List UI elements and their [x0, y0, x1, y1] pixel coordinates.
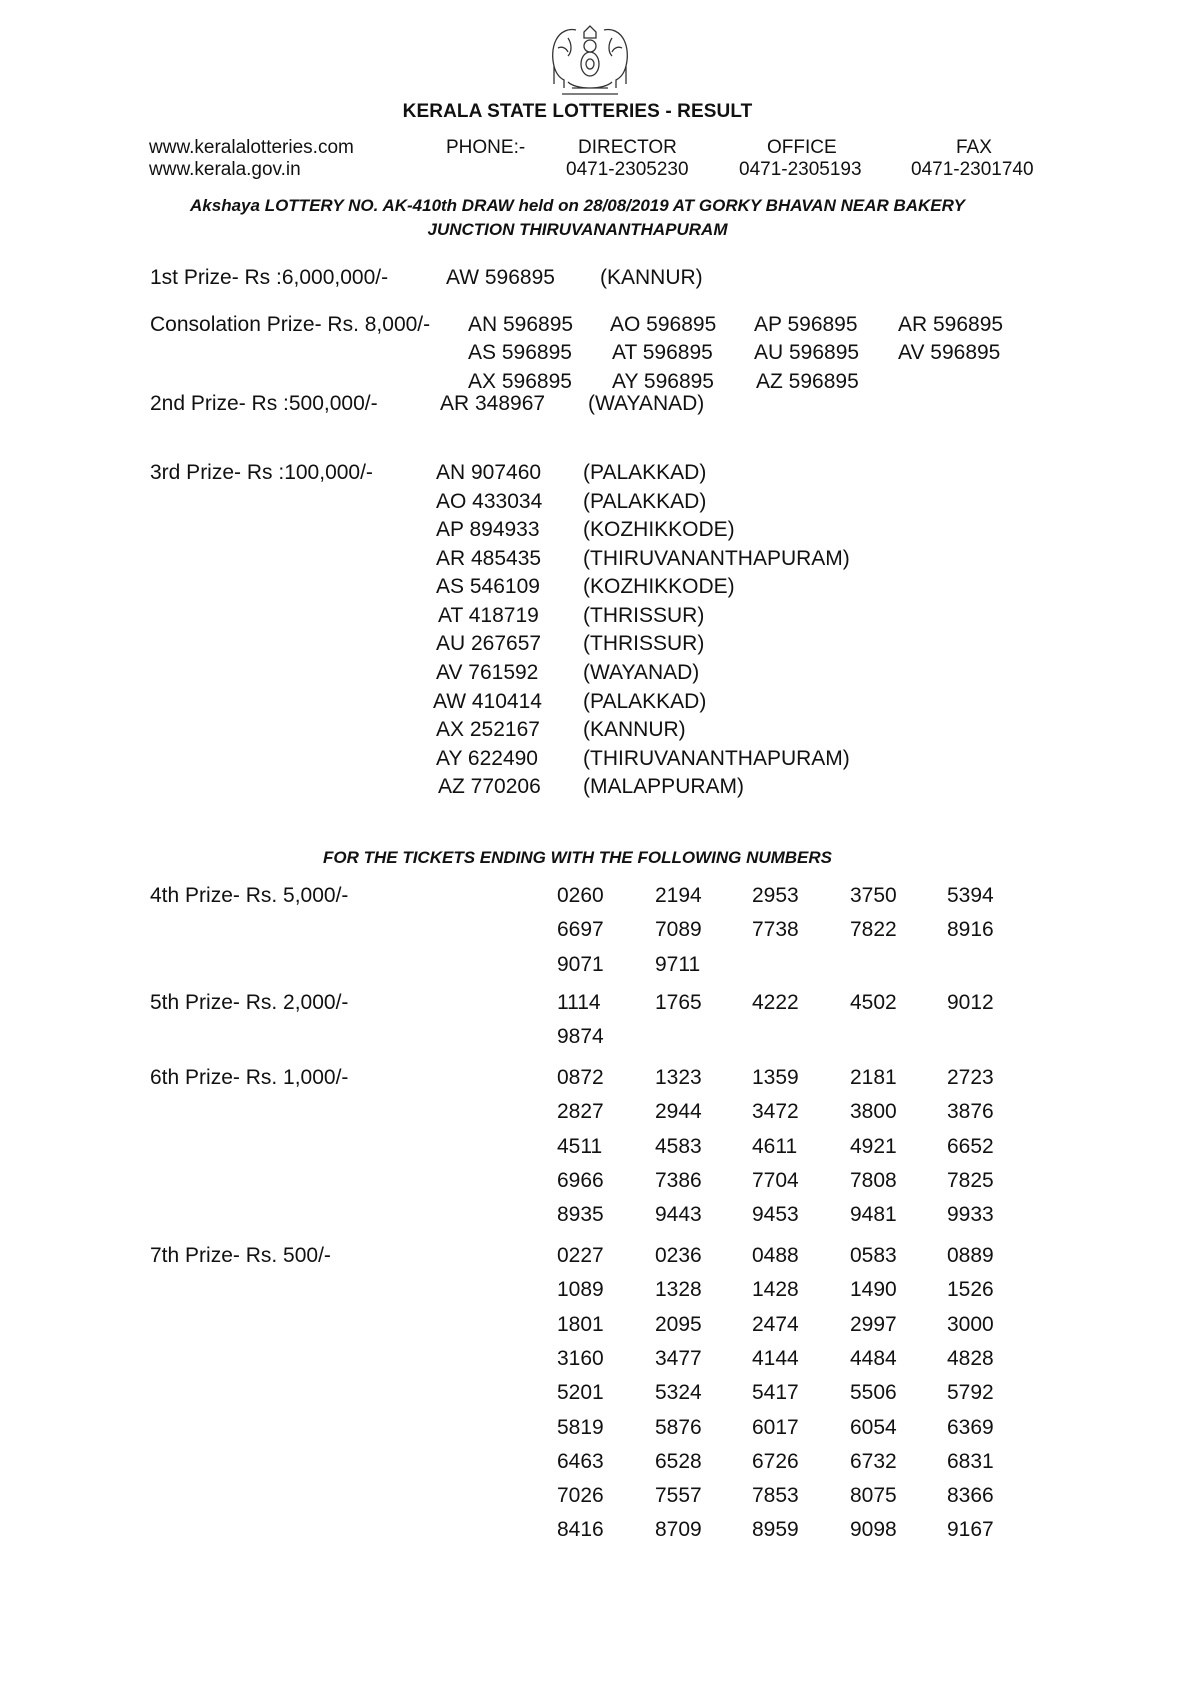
- sixth-prize-number: 4921: [850, 1134, 897, 1158]
- sixth-prize-number: 7808: [850, 1168, 897, 1192]
- sixth-prize-number: 4511: [557, 1134, 603, 1158]
- third-prize-place: (KOZHIKKODE): [583, 575, 735, 598]
- sixth-prize-number: 1323: [655, 1066, 702, 1089]
- third-prize-place: (PALAKKAD): [583, 461, 707, 484]
- sixth-prize-number: 2723: [947, 1066, 994, 1089]
- seventh-prize-number: 2474: [752, 1312, 799, 1336]
- fourth-prize-number: 8916: [947, 918, 994, 942]
- second-prize-place: (WAYANAD): [588, 392, 705, 415]
- consolation-prize-label: Consolation Prize- Rs. 8,000/-: [150, 313, 431, 336]
- seventh-prize-number: 5417: [752, 1381, 799, 1405]
- third-prize-place: (WAYANAD): [583, 661, 700, 684]
- seventh-prize-number: 8416: [557, 1518, 604, 1542]
- seventh-prize-number: 1801: [557, 1312, 604, 1336]
- fourth-prize-number: 2194: [655, 884, 702, 907]
- website-link-keralalotteries[interactable]: www.keralalotteries.com: [149, 137, 354, 158]
- consolation-ticket: AX 596895: [468, 370, 572, 393]
- consolation-ticket: AV 596895: [898, 341, 1001, 364]
- seventh-prize-number: 7557: [655, 1484, 702, 1508]
- ending-numbers-heading: FOR THE TICKETS ENDING WITH THE FOLLOWING NUMBERS: [322, 848, 833, 867]
- consolation-ticket: AR 596895: [898, 313, 1004, 336]
- seventh-prize-number: 6528: [655, 1449, 702, 1473]
- third-prize-ticket: AW 410414: [433, 690, 542, 713]
- sixth-prize-number: 9443: [655, 1203, 702, 1227]
- seventh-prize-number: 6732: [850, 1449, 897, 1473]
- second-prize-ticket: AR 348967: [440, 392, 546, 415]
- office-label: OFFICE: [767, 137, 837, 158]
- third-prize-place: (PALAKKAD): [583, 690, 707, 713]
- seventh-prize-number: 1490: [850, 1278, 897, 1302]
- sixth-prize-number: 2827: [557, 1100, 604, 1124]
- seventh-prize-number: 0889: [947, 1244, 994, 1267]
- consolation-ticket: AS 596895: [468, 341, 572, 364]
- director-phone: 0471-2305230: [566, 159, 689, 180]
- sixth-prize-number: 8935: [557, 1203, 604, 1227]
- fourth-prize-number: 9711: [655, 952, 701, 976]
- fourth-prize-number: 9071: [557, 952, 604, 976]
- office-phone: 0471-2305193: [739, 159, 862, 180]
- seventh-prize-number: 1428: [752, 1278, 799, 1302]
- first-prize-place: (KANNUR): [600, 266, 703, 289]
- sixth-prize-number: 2944: [655, 1100, 702, 1124]
- third-prize-ticket: AV 761592: [436, 661, 539, 684]
- seventh-prize-number: 3477: [655, 1346, 702, 1370]
- fax-number: 0471-2301740: [911, 159, 1034, 180]
- seventh-prize-number: 0488: [752, 1244, 799, 1267]
- third-prize-place: (THRISSUR): [583, 604, 705, 627]
- consolation-ticket: AT 596895: [612, 341, 713, 364]
- phone-label: PHONE:-: [446, 137, 526, 158]
- seventh-prize-number: 4828: [947, 1346, 994, 1370]
- third-prize-ticket: AP 894933: [436, 518, 540, 541]
- kerala-state-emblem-icon: [538, 18, 642, 102]
- third-prize-place: (THIRUVANANTHAPURAM): [583, 747, 850, 770]
- third-prize-ticket: AN 907460: [436, 461, 542, 484]
- seventh-prize-number: 6831: [947, 1449, 994, 1473]
- third-prize-place: (KANNUR): [583, 718, 686, 741]
- fourth-prize-number: 7738: [752, 918, 799, 942]
- fourth-prize-number: 2953: [752, 884, 799, 907]
- seventh-prize-number: 8075: [850, 1484, 897, 1508]
- fourth-prize-number: 6697: [557, 918, 604, 942]
- sixth-prize-number: 3800: [850, 1100, 897, 1124]
- sixth-prize-number: 4583: [655, 1134, 702, 1158]
- seventh-prize-number: 9167: [947, 1518, 994, 1542]
- fifth-prize-number: 1765: [655, 991, 702, 1014]
- second-prize-label: 2nd Prize- Rs :500,000/-: [150, 392, 378, 415]
- seventh-prize-number: 7026: [557, 1484, 604, 1508]
- fifth-prize-number: 9874: [557, 1025, 604, 1049]
- third-prize-place: (KOZHIKKODE): [583, 518, 735, 541]
- sixth-prize-number: 9481: [850, 1203, 897, 1227]
- third-prize-ticket: AY 622490: [436, 747, 538, 770]
- sixth-prize-number: 7704: [752, 1168, 799, 1192]
- draw-info-line-2: JUNCTION THIRUVANANTHAPURAM: [427, 220, 728, 239]
- sixth-prize-number: 1359: [752, 1066, 799, 1089]
- first-prize-ticket: AW 596895: [446, 266, 555, 289]
- fourth-prize-number: 3750: [850, 884, 897, 907]
- seventh-prize-number: 4484: [850, 1346, 897, 1370]
- seventh-prize-number: 6726: [752, 1449, 799, 1473]
- consolation-ticket: AZ 596895: [756, 370, 859, 393]
- third-prize-ticket: AX 252167: [436, 718, 540, 741]
- seventh-prize-number: 5819: [557, 1415, 604, 1439]
- seventh-prize-number: 8709: [655, 1518, 702, 1542]
- seventh-prize-number: 7853: [752, 1484, 799, 1508]
- sixth-prize-number: 3472: [752, 1100, 799, 1124]
- fourth-prize-number: 5394: [947, 884, 994, 907]
- sixth-prize-number: 6966: [557, 1168, 604, 1192]
- fifth-prize-number: 4222: [752, 991, 799, 1014]
- seventh-prize-number: 5324: [655, 1381, 702, 1405]
- sixth-prize-number: 9933: [947, 1203, 994, 1227]
- sixth-prize-label: 6th Prize- Rs. 1,000/-: [150, 1066, 349, 1089]
- third-prize-ticket: AZ 770206: [438, 775, 541, 798]
- seventh-prize-number: 5792: [947, 1381, 994, 1405]
- third-prize-place: (PALAKKAD): [583, 490, 707, 513]
- seventh-prize-number: 1089: [557, 1278, 604, 1302]
- fourth-prize-number: 0260: [557, 884, 604, 907]
- seventh-prize-number: 6054: [850, 1415, 897, 1439]
- fifth-prize-number: 9012: [947, 991, 994, 1014]
- seventh-prize-number: 2997: [850, 1312, 897, 1336]
- seventh-prize-number: 4144: [752, 1346, 799, 1370]
- seventh-prize-label: 7th Prize- Rs. 500/-: [150, 1244, 331, 1267]
- draw-info-line-1: Akshaya LOTTERY NO. AK-410th DRAW held on 28/08/2019 AT GORKY BHAVAN NEAR BAKERY: [190, 196, 965, 215]
- seventh-prize-number: 6017: [752, 1415, 799, 1439]
- seventh-prize-number: 2095: [655, 1312, 702, 1336]
- seventh-prize-number: 0227: [557, 1244, 604, 1267]
- seventh-prize-number: 6369: [947, 1415, 994, 1439]
- consolation-ticket: AU 596895: [754, 341, 860, 364]
- seventh-prize-number: 3000: [947, 1312, 994, 1336]
- sixth-prize-number: 3876: [947, 1100, 994, 1124]
- sixth-prize-number: 2181: [850, 1066, 897, 1089]
- sixth-prize-number: 4611: [752, 1134, 798, 1158]
- consolation-ticket: AN 596895: [468, 313, 574, 336]
- seventh-prize-number: 5201: [557, 1381, 604, 1405]
- third-prize-ticket: AR 485435: [436, 547, 542, 570]
- fifth-prize-number: 4502: [850, 991, 897, 1014]
- seventh-prize-number: 8959: [752, 1518, 799, 1542]
- seventh-prize-number: 1328: [655, 1278, 702, 1302]
- sixth-prize-number: 7386: [655, 1168, 702, 1192]
- sixth-prize-number: 6652: [947, 1134, 994, 1158]
- fourth-prize-number: 7822: [850, 918, 897, 942]
- seventh-prize-number: 5506: [850, 1381, 897, 1405]
- fax-label: FAX: [956, 137, 992, 158]
- seventh-prize-number: 0236: [655, 1244, 702, 1267]
- fifth-prize-label: 5th Prize- Rs. 2,000/-: [150, 991, 349, 1014]
- first-prize-label: 1st Prize- Rs :6,000,000/-: [150, 266, 389, 289]
- third-prize-place: (THIRUVANANTHAPURAM): [583, 547, 850, 570]
- seventh-prize-number: 9098: [850, 1518, 897, 1542]
- seventh-prize-number: 8366: [947, 1484, 994, 1508]
- seventh-prize-number: 0583: [850, 1244, 897, 1267]
- seventh-prize-number: 6463: [557, 1449, 604, 1473]
- third-prize-ticket: AS 546109: [436, 575, 540, 598]
- third-prize-ticket: AO 433034: [436, 490, 543, 513]
- consolation-ticket: AO 596895: [610, 313, 717, 336]
- sixth-prize-number: 7825: [947, 1168, 994, 1192]
- third-prize-ticket: AT 418719: [438, 604, 539, 627]
- sixth-prize-number: 0872: [557, 1066, 604, 1089]
- director-label: DIRECTOR: [578, 137, 677, 158]
- fifth-prize-number: 1114: [557, 991, 601, 1014]
- seventh-prize-number: 3160: [557, 1346, 604, 1370]
- seventh-prize-number: 5876: [655, 1415, 702, 1439]
- third-prize-ticket: AU 267657: [436, 632, 542, 655]
- fourth-prize-number: 7089: [655, 918, 702, 942]
- sixth-prize-number: 9453: [752, 1203, 799, 1227]
- fourth-prize-label: 4th Prize- Rs. 5,000/-: [150, 884, 349, 907]
- consolation-ticket: AY 596895: [612, 370, 714, 393]
- third-prize-place: (MALAPPURAM): [583, 775, 745, 798]
- third-prize-place: (THRISSUR): [583, 632, 705, 655]
- page-title: KERALA STATE LOTTERIES - RESULT: [402, 101, 753, 122]
- consolation-ticket: AP 596895: [754, 313, 858, 336]
- third-prize-label: 3rd Prize- Rs :100,000/-: [150, 461, 373, 484]
- website-link-kerala-gov[interactable]: www.kerala.gov.in: [149, 159, 301, 180]
- seventh-prize-number: 1526: [947, 1278, 994, 1302]
